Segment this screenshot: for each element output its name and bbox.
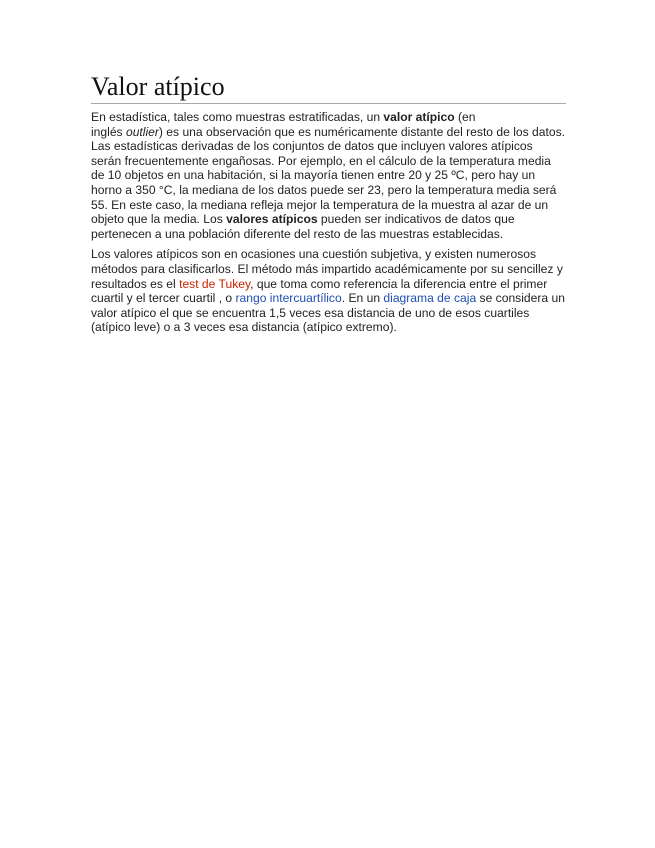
link-test-de-tukey[interactable]: test de Tukey [179,276,251,291]
methods-text-3: . En un [341,291,384,306]
intro-text-3: inglés [91,124,126,139]
article [91,72,566,335]
link-rango-intercuartilico[interactable]: rango intercuartílico [235,291,342,306]
page-title: Valor atípico [91,72,566,104]
term-valor-atipico: valor atípico [383,110,455,124]
paragraph-intro [91,110,566,241]
methods-text-4: se considera un valor atípico el que se encuentra 1,5 veces esa distancia de uno de esos cuartiles (atípico leve) o a 3 veces esa distancia (atípico extremo). [91,291,565,335]
intro-text-5: pueden ser indicativos de datos que pertenecen a una población diferente del resto de las muestras establecidas. [91,212,515,241]
methods-text-1: Los valores atípicos son en ocasiones una cuestión subjetiva, y existen numerosos métodos para clasificarlos. El método más impartido académicamente por su sencillez y resultados es el [91,247,563,291]
intro-text-2: (en [454,110,476,124]
intro-text-4: ) es una observación que es numéricamente distante del resto de los datos. Las estadísticas derivadas de los conjuntos de datos que incluyen valores atípicos serán frecuentemente engañosas. Por ejemplo, en el cálculo de la temperatura media de 10 objetos en una habitación, si la mayoría tienen entre 20 y 25 ºC, pero hay un horno a 350 °C, la mediana de los datos puede ser 23, pero la temperatura media será 55. En este caso, la mediana refleja mejor la temperatura de la muestra al azar de un objeto que la media. Los [91,124,565,227]
term-valores-atipicos: valores atípicos [226,212,318,227]
paragraph-methods [91,247,566,335]
methods-text-2: , que toma como referencia la diferencia entre el primer cuartil y el tercer cuartil , o [91,276,548,306]
link-diagrama-de-caja[interactable]: diagrama de caja [383,291,477,306]
intro-text-1: En estadística, tales como muestras estratificadas, un [91,110,384,124]
term-outlier: outlier [125,124,159,139]
